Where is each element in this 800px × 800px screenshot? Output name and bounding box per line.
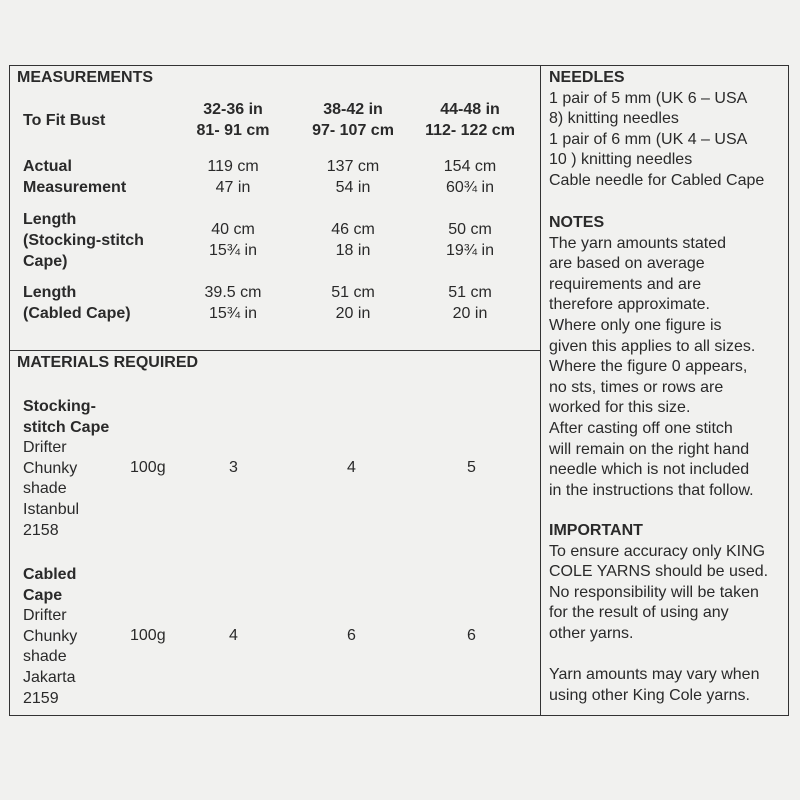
size-header-1 [163,99,303,141]
material-qty: 6 [467,627,476,644]
size-cm: 112- 122 cm [425,122,515,139]
row-label-length-stocking [23,209,144,272]
value-in: 15¾ in [208,305,258,322]
value-cm: 39.5 cm [204,284,262,301]
notes-title: NOTES [549,214,605,231]
value-cm: 154 cm [443,158,497,175]
value-in: 18 in [335,242,371,259]
notes-line: After casting off one stitch [549,419,733,437]
value-in: 19¾ in [445,242,495,259]
notes-line: no sts, times or rows are [549,378,724,396]
value-in: 20 in [335,305,371,322]
size-cm: 97- 107 cm [312,122,394,139]
value-cell [173,156,293,198]
value-in: 60¾ in [445,179,495,196]
notes-line: in the instructions that follow. [549,481,754,499]
important-line: COLE YARNS should be used. [549,563,769,581]
needles-line: Cable needle for Cabled Cape [549,171,765,189]
needles-line: 10 ) knitting needles [549,151,693,169]
needles-title: NEEDLES [549,69,625,86]
material-desc: Chunky [23,627,78,645]
important-extra-line: using other King Cole yarns. [549,686,750,704]
material-desc: Drifter [23,607,67,625]
value-in: 15¾ in [208,242,258,259]
value-cell [173,282,293,324]
needles-line: 1 pair of 5 mm (UK 6 – USA [549,89,748,107]
size-in: 32-36 in [203,101,263,118]
important-extra-line: Yarn amounts may vary when [549,666,760,684]
value-cm: 119 cm [207,158,259,175]
label-line: (Stocking-stitch [23,232,144,249]
notes-line: The yarn amounts stated [549,234,726,252]
label-line: Actual [23,158,72,175]
material-desc: shade [23,480,67,498]
value-cell [410,156,530,198]
important-line: other yarns. [549,624,634,642]
important-line: for the result of using any [549,604,729,622]
value-cell [293,219,413,261]
value-cell [410,282,530,324]
notes-line: given this applies to all sizes. [549,337,756,355]
material-qty: 4 [347,459,356,476]
notes-line: requirements and are [549,275,702,293]
value-cell [173,219,293,261]
material-desc: 2159 [23,689,59,707]
value-cell [410,219,530,261]
label-line: Length [23,284,77,301]
value-in: 54 in [335,179,371,196]
material-desc: Jakarta [23,668,76,686]
value-cell [293,282,413,324]
label-line: Measurement [23,179,127,196]
value-in: 47 in [215,179,251,196]
column-divider [540,65,541,716]
needles-section [549,68,764,192]
notes-line: needle which is not included [549,461,750,479]
important-title: IMPORTANT [549,522,643,539]
value-cm: 137 cm [326,158,380,175]
material-qty: 6 [347,627,356,644]
important-line: To ensure accuracy only KING [549,542,766,560]
important-line: No responsibility will be taken [549,583,759,601]
material-qty: 3 [229,459,238,476]
value-cm: 40 cm [211,221,255,238]
size-in: 38-42 in [323,101,383,118]
row-label-actual [23,156,126,198]
important-section [549,521,768,706]
notes-line: are based on average [549,255,705,273]
material-desc: Chunky [23,459,78,477]
value-cm: 50 cm [448,221,492,238]
notes-line: worked for this size. [549,399,691,417]
material-desc: Drifter [23,439,67,457]
size-cm: 81- 91 cm [196,122,270,139]
value-cm: 51 cm [331,284,375,301]
material-desc: 2158 [23,521,59,539]
section-divider [9,350,541,351]
material-name: Cape [23,586,63,604]
material-name: Cabled [23,566,77,583]
material-desc: shade [23,648,67,666]
measurements-title: MEASUREMENTS [17,69,154,86]
size-header-3 [400,99,540,141]
label-line: Cape) [23,253,68,270]
material-weight: 100g [130,459,166,476]
needles-line: 8) knitting needles [549,110,679,128]
material-stocking-stitch [23,397,109,541]
sizes-label: To Fit Bust [23,112,106,129]
notes-line: therefore approximate. [549,296,710,314]
material-cabled [23,565,77,709]
notes-line: Where the figure 0 appears, [549,358,748,376]
material-qty: 5 [467,459,476,476]
notes-line: will remain on the right hand [549,440,750,458]
label-line: Length [23,211,77,228]
value-in: 20 in [452,305,488,322]
value-cm: 46 cm [331,221,375,238]
size-in: 44-48 in [440,101,500,118]
material-weight: 100g [130,627,166,644]
value-cm: 51 cm [448,284,492,301]
notes-line: Where only one figure is [549,316,722,334]
material-desc: Istanbul [23,500,80,518]
material-qty: 4 [229,627,238,644]
material-name: stitch Cape [23,418,110,436]
material-name: Stocking- [23,398,96,415]
label-line: (Cabled Cape) [23,305,131,322]
materials-title: MATERIALS REQUIRED [17,354,199,371]
needles-line: 1 pair of 6 mm (UK 4 – USA [549,130,748,148]
notes-section [549,213,755,501]
value-cell [293,156,413,198]
row-label-length-cabled [23,282,131,324]
